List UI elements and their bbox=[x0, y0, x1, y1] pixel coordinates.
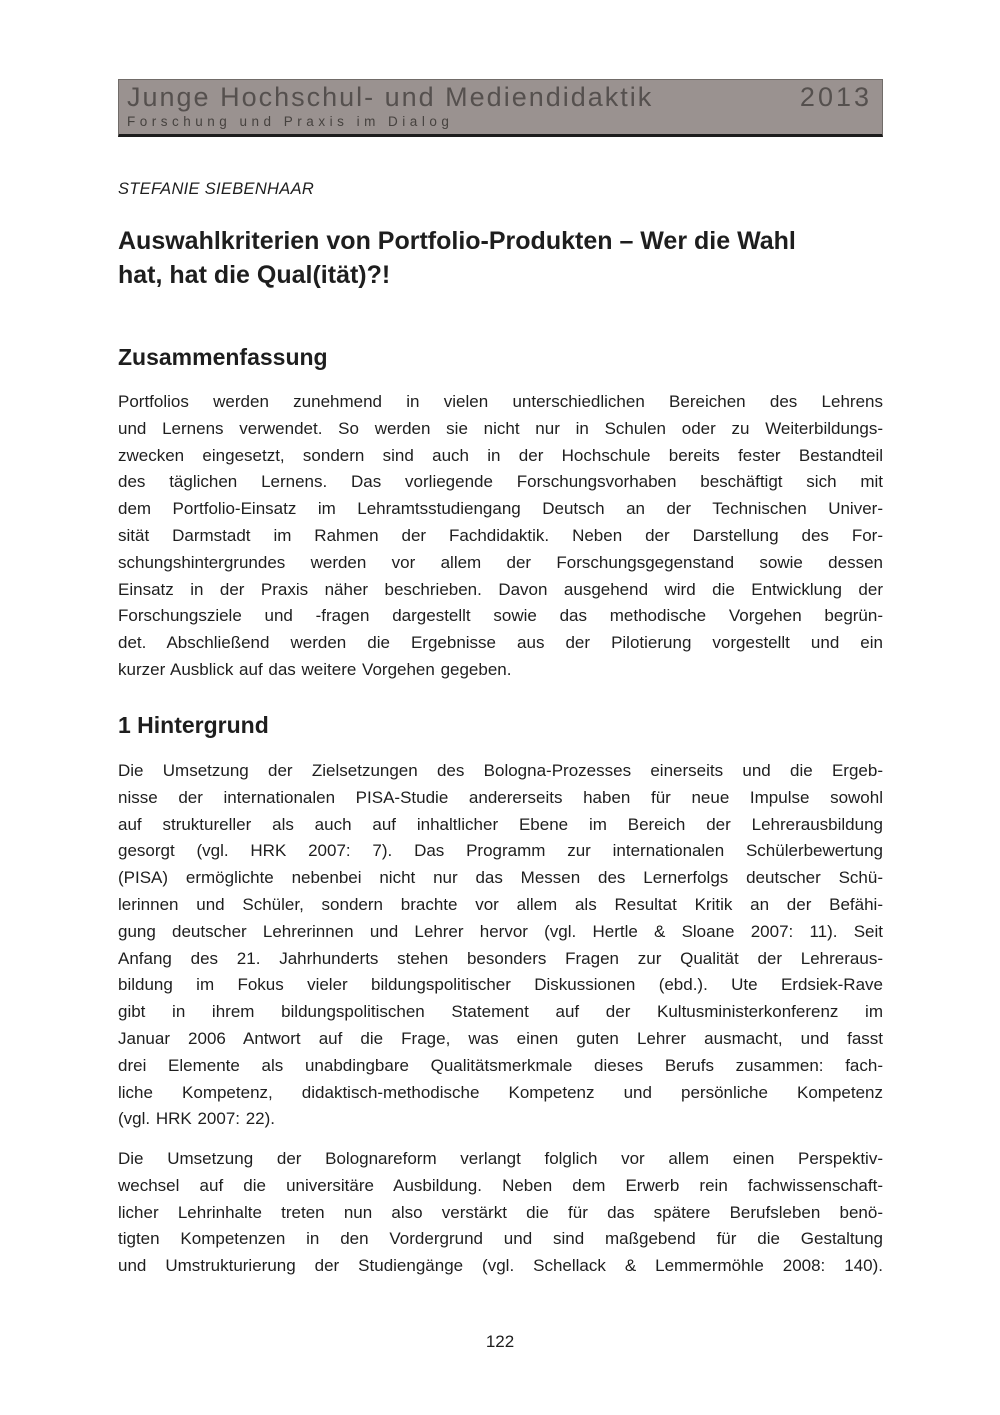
text-line: zwecken eingesetzt, sondern sind auch in der Hochschule bereits fester Bestandteil bbox=[118, 445, 883, 465]
journal-title: Junge Hochschul- und Mediendidaktik bbox=[127, 82, 654, 112]
text-line: drei Elemente als unabdingbare Qualitätsmerkmale dieses Berufs zusammen: fach- bbox=[118, 1055, 883, 1075]
text-line: Januar 2006 Antwort auf die Frage, was einen guten Lehrer ausmacht, und fasst bbox=[118, 1028, 883, 1048]
text-line: Auswahlkriterien von Portfolio-Produkten – Wer die Wahl bbox=[118, 227, 796, 255]
text-line: wechsel auf die universitäre Ausbildung. Neben dem Erwerb rein fachwissenschaft- bbox=[118, 1175, 883, 1195]
text-line: lerinnen und Schüler, sondern brachte vor allem als Resultat Kritik an der Befähi- bbox=[118, 894, 883, 914]
text-line: und Umstrukturierung der Studiengänge (vgl. Schellack & Lemmermöhle 2008: 140). bbox=[118, 1256, 883, 1276]
text-line: (vgl. HRK 2007: 22). bbox=[118, 1109, 276, 1129]
text-line: nisse der internationalen PISA-Studie andererseits haben für neue Impulse sowohl bbox=[118, 787, 883, 807]
background-paragraph-1 bbox=[118, 758, 883, 1133]
text-line: und Lernens verwendet. So werden sie nicht nur in Schulen oder zu Weiterbildungs- bbox=[118, 418, 883, 438]
text-line: sität Darmstadt im Rahmen der Fachdidaktik. Neben der Darstellung des For- bbox=[118, 525, 883, 545]
text-line: des täglichen Lernens. Das vorliegende Forschungsvorhaben beschäftigt sich mit bbox=[118, 472, 883, 492]
text-line: bildung im Fokus vieler bildungspolitischer Diskussionen (ebd.). Ute Erdsiek-Rave bbox=[118, 975, 883, 995]
text-line: Forschungsziele und -fragen dargestellt sowie das methodische Vorgehen begrün- bbox=[118, 606, 883, 626]
journal-header-banner bbox=[118, 79, 883, 137]
text-line: Die Umsetzung der Zielsetzungen des Bologna-Prozesses einerseits und die Ergeb- bbox=[118, 761, 883, 780]
text-line: gibt in ihrem bildungspolitischen Statement auf der Kultusministerkonferenz im bbox=[118, 1002, 883, 1022]
text-line: Die Umsetzung der Bolognareform verlangt folglich vor allem einen Perspektiv- bbox=[118, 1149, 883, 1168]
text-line: kurzer Ausblick auf das weitere Vorgehen gegeben. bbox=[118, 659, 512, 679]
text-line: Portfolios werden zunehmend in vielen unterschiedlichen Bereichen des Lehrens bbox=[118, 392, 883, 411]
text-line: liche Kompetenz, didaktisch-methodische Kompetenz und persönliche Kompetenz bbox=[118, 1082, 883, 1102]
page-number: 122 bbox=[485, 1332, 515, 1351]
journal-subtitle: Forschung und Praxis im Dialog bbox=[127, 114, 454, 129]
text-line: auf struktureller als auch auf inhaltlicher Ebene im Bereich der Lehrerausbildung bbox=[118, 814, 883, 834]
background-paragraph-2 bbox=[118, 1146, 883, 1280]
text-line: Anfang des 21. Jahrhunderts stehen besonders Fragen zur Qualität der Lehreraus- bbox=[118, 948, 883, 968]
text-line: dem Portfolio-Einsatz im Lehramtsstudiengang Deutsch an der Technischen Univer- bbox=[118, 499, 883, 519]
author-name: STEFANIE SIEBENHAAR bbox=[118, 180, 315, 198]
background-section-heading: 1 Hintergrund bbox=[118, 712, 269, 738]
article-title bbox=[118, 224, 883, 292]
journal-header-row bbox=[127, 82, 872, 112]
text-line: gung deutscher Lehrerinnen und Lehrer hervor (vgl. Hertle & Sloane 2007: 11). Seit bbox=[118, 921, 883, 941]
text-line: hat, hat die Qual(ität)?! bbox=[118, 261, 391, 289]
abstract-paragraph bbox=[118, 389, 883, 684]
text-line: gesorgt (vgl. HRK 2007: 7). Das Programm zur internationalen Schülerbewertung bbox=[118, 841, 883, 861]
abstract-heading: Zusammenfassung bbox=[118, 344, 328, 370]
text-line: Einsatz in der Praxis näher beschrieben. Davon ausgehend wird die Entwicklung der bbox=[118, 579, 883, 599]
text-line: schungshintergrundes werden vor allem der Forschungsgegenstand sowie dessen bbox=[118, 552, 883, 572]
text-line: tigten Kompetenzen in den Vordergrund und sind maßgebend für die Gestaltung bbox=[118, 1229, 883, 1249]
journal-year: 2013 bbox=[799, 82, 872, 112]
text-line: licher Lehrinhalte treten nun also verstärkt die für das spätere Berufsleben benö- bbox=[118, 1202, 883, 1222]
text-line: det. Abschließend werden die Ergebnisse aus der Pilotierung vorgestellt und ein bbox=[118, 633, 883, 653]
text-line: (PISA) ermöglichte nebenbei nicht nur das Messen des Lernerfolgs deutscher Schü- bbox=[118, 868, 883, 888]
